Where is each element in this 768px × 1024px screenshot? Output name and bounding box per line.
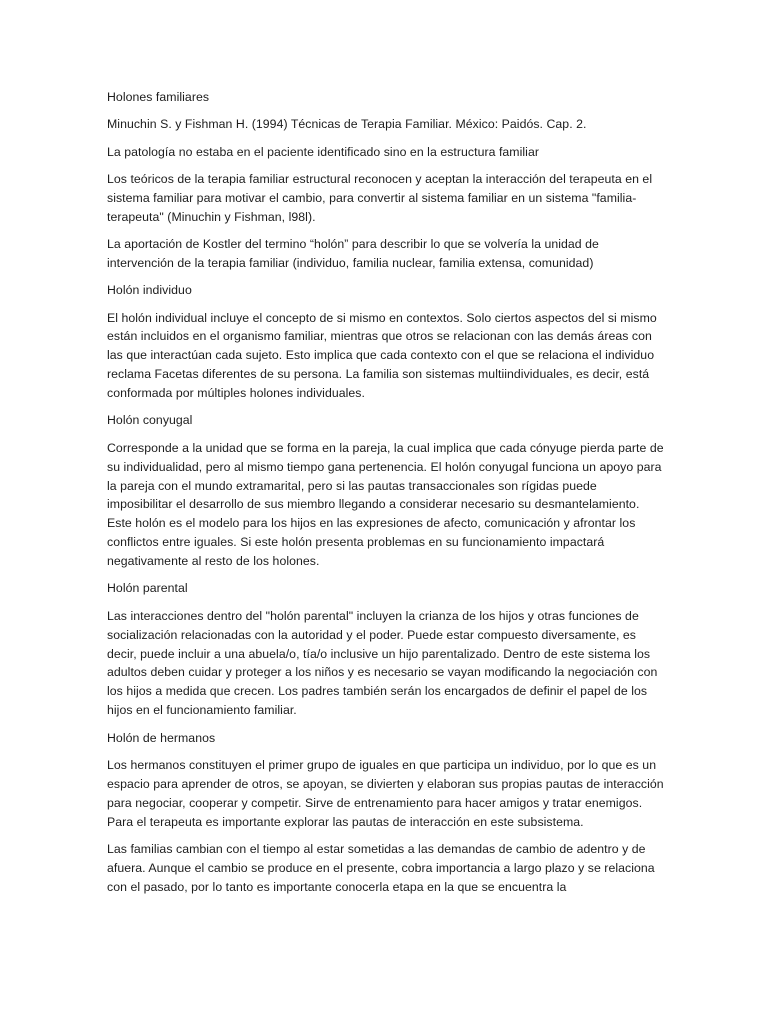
document-body bbox=[107, 88, 665, 905]
body-paragraph: La aportación de Kostler del termino “holón” para describir lo que se volvería la unidad de intervención de la terapia familiar (individuo, familia nuclear, familia extensa, comunidad) bbox=[107, 237, 599, 270]
body-paragraph: El holón individual incluye el concepto de si mismo en contextos. Solo ciertos aspectos del si mismo están incluidos en el organismo familiar, mientras que otros se relacionan con las demás áreas con las que interactúan cada sujeto. Esto implica que cada contexto con el que se relaciona el individuo reclama Facetas diferentes de su persona. La familia son sistemas multiindividuales, es decir, está conformada por múltiples holones individuales. bbox=[107, 310, 657, 401]
body-paragraph: Las familias cambian con el tiempo al estar sometidas a las demandas de cambio de adentro y de afuera. Aunque el cambio se produce en el presente, cobra importancia a largo plazo y se relaciona con el pasado, por lo tanto es importante conocerla etapa en la que se encuentra la bbox=[107, 841, 655, 894]
body-paragraph: Los hermanos constituyen el primer grupo de iguales en que participa un individuo, por lo que es un espacio para aprender de otros, se apoyan, se divierten y elaboran sus propias pautas de interacción para negociar, cooperar y competir. Sirve de entrenamiento para hacer amigos y tratar enemigos. Para el terapeuta es importante explorar las pautas de interacción en este subsistema. bbox=[107, 757, 664, 829]
section-heading-holon-hermanos: Holón de hermanos bbox=[107, 730, 216, 745]
section-heading-holon-conyugal: Holón conyugal bbox=[107, 413, 193, 428]
body-paragraph: Los teóricos de la terapia familiar estructural reconocen y aceptan la interacción del terapeuta en el sistema familiar para motivar el cambio, para convertir al sistema familiar en un sistema "familia-terapeuta" (Minuchin y Fishman, l98l). bbox=[107, 171, 653, 224]
document-title: Holones familiares bbox=[107, 90, 210, 104]
body-paragraph: Corresponde a la unidad que se forma en la pareja, la cual implica que cada cónyuge pierda parte de su individualidad, pero al mismo tiempo gana pertenencia. El holón conyugal funciona un apoyo para la pareja con el mundo extramarital, pero si las pautas transaccionales son rígidas puede imposibilitar el desarrollo de sus miembro llegando a considerar necesario su desmantelamiento. Este holón es el modelo para los hijos en las expresiones de afecto, comunicación y afrontar los conflictos entre iguales. Si este holón presenta problemas en su funcionamiento impactará negativamente al resto de los holones. bbox=[107, 440, 664, 569]
citation-paragraph: Minuchin S. y Fishman H. (1994) Técnicas de Terapia Familiar. México: Paidós. Cap. 2. bbox=[107, 117, 587, 132]
section-heading-holon-individuo: Holón individuo bbox=[107, 283, 192, 298]
body-paragraph: Las interacciones dentro del "holón parental" incluyen la crianza de los hijos y otras funciones de socialización relacionadas con la autoridad y el poder. Puede estar compuesto diversamente, es decir, puede incluir a una abuela/o, tía/o inclusive un hijo parentalizado. Dentro de este sistema los adultos deben cuidar y proteger a los niños y es necesario se vayan modificando la negociación con los hijos a medida que crecen. Los padres también serán los encargados de definir el papel de los hijos en el funcionamiento familiar. bbox=[107, 608, 658, 718]
section-heading-holon-parental: Holón parental bbox=[107, 581, 188, 596]
body-paragraph: La patología no estaba en el paciente identificado sino en la estructura familiar bbox=[107, 144, 539, 159]
